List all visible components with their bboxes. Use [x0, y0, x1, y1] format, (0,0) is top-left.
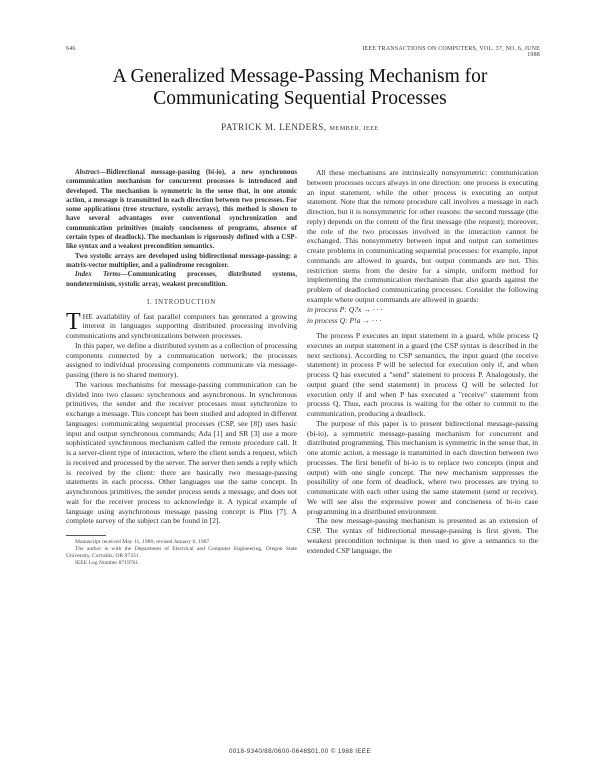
- body-paragraph-4: The new message-passing mechanism is presented as an extension of CSP. The syntax of bidirectional message-passing is first given. The weakest precondition technique is then used to give a semantics to the extended CSP language, the: [307, 516, 538, 555]
- paper-title: A Generalized Message-Passing Mechanism for Communicating Sequential Processes: [112, 66, 488, 109]
- drop-cap: T: [66, 308, 81, 335]
- footnote-received: Manuscript received May 11, 1986; revised January 6, 1987.: [75, 539, 211, 546]
- abstract-lead: Abstract: [75, 168, 100, 176]
- page-number: 646: [66, 46, 76, 52]
- body-paragraph-3: The purpose of this paper is to present bidirectional message-passing (bi-io), a symmetric message-passing mechanism for concurrent and distributed programming. This mechanism is symmetric in the sense that, in one atomic action, a message is transmitted in each direction between two processes. The first benefit of bi-io is to replace two concepts (input and output) with one single concept. The new mechanism suppresses the possibility of one form of deadlock, where two processes are trying to communicate with each other using the same statement (send or receive). We will see also the expressive power and conciseness of bi-io case programming in a distributed environment.: [307, 418, 538, 516]
- body-paragraph-2: The process P executes an input statement in a guard, while process Q executes an output statement in a guard (the CSP syntax is described in the next sections). According to CSP semantics, the input guard (the receive statement) in process P will be selected for execution only if, and when process Q has executed a "send" statement to process P. Analogously, the output guard (the send statement) in process Q will be selected for execution only if and when P has executed a "receive" statement from process Q. Thus, each process is waiting for the other to commit to the communication, producing a deadlock.: [307, 331, 538, 418]
- abstract: [66, 168, 297, 252]
- author-membership: MEMBER, IEEE: [329, 126, 379, 132]
- index-terms: [66, 270, 297, 289]
- footnote-log-number: IEEE Log Number 8719761.: [75, 559, 140, 566]
- footnote-affiliation: The author is with the Department of Electrical and Computer Engineering, Oregon State University, Corvallis, OR 97331.: [66, 545, 297, 559]
- intro-paragraph-1-text: HE availability of fast parallel computers has generated a growing interest in languages supporting distributed processing involving communications and synchronizations between processes.: [66, 311, 297, 341]
- left-column: [66, 168, 297, 566]
- right-column: [307, 168, 538, 555]
- index-terms-text: —Communicating processes, distributed systems, nondeterminism, systolic array, weakest precondition.: [66, 270, 297, 288]
- copyright-footer: 0018-9340/88/0600-0646$01.00 © 1988 IEEE: [228, 748, 371, 755]
- footnote-divider: [66, 535, 106, 536]
- abstract-text: —Bidirectional message-passing (bi-io), a new synchronous communication mechanism for concurrent processes is introduced and developed. The mechanism is symmetric in the sense that, in one atomic action, a message is transmitted in each direction between two processes. For some applications (tree structure, systolic arrays), this method is shown to have several advantages over conventional synchronization and communication primitives (mainly conciseness of programs, absence of certain types of deadlock). The mechanism is rigorously defined with a CSP-like syntax and a weakest precondition semantics.: [66, 168, 297, 251]
- intro-paragraph-2: In this paper, we define a distributed system as a collection of processing components connected by a communication network; the processes assigned to individual processing components communicate via message-passing (there is no shared memory).: [66, 340, 297, 380]
- intro-paragraph-1: [66, 308, 297, 341]
- code-line-process-q: in process Q: P!a → · · ·: [307, 316, 382, 326]
- index-terms-lead: Index Terms: [75, 270, 121, 279]
- section-heading-introduction: I. INTRODUCTION: [146, 298, 216, 306]
- running-header: IEEE TRANSACTIONS ON COMPUTERS, VOL. 37, NO. 6, JUNE 1988: [362, 46, 540, 58]
- body-paragraph-1: All these mechanisms are intrinsically nonsymmetric: communication between processes occurs always in one direction: one process is executing an input statement, while the other process is executing an output statement. Note that the remote procedure call involves a message in each direction, but it is nonsymmetric for other reasons: the second message (the reply) depends on the content of the first message (the request); moreover, the role of the two processes involved in the interaction cannot be exchanged. This nonsymmetry between input and output can sometimes create problems in communicating sequential processes: for example, input commands are allowed in guards, but output commands are not. This restriction stems from the desire for a simple, uniform method for implementing the communication mechanism that also guards against the problem of deadlocked communicating processes. Consider the following example where output commands are allowed in guards:: [307, 168, 538, 304]
- author-name: PATRICK M. LENDERS,: [221, 122, 327, 132]
- intro-paragraph-3: The various mechanisms for message-passing communication can be divided into two classes: synchronous and asynchronous. In synchronous primitives, the sender and the receiver processes must synchronize to exchange a message. This concept has been studied and adopted in different languages: communicating sequential processes (CSP, see [8]) uses basic input and output synchronous commands; Ada [1] and SR [3] use a more sophisticated synchronous mechanism called the remote procedure call. It is a server-client type of interaction, where the client sends a request, which is received and processed by the server. The server then sends a reply which is received by the client: there are basically two message-passing statements in each process. Other languages use the same concept. In asynchronous primitives, the sender process sends a message, and does not wait for the receiver process to acknowledge it. A typical example of language using asynchronous message passing concept is Plits [7]. A complete survey of the subject can be found in [2].: [66, 379, 297, 526]
- author-line: [60, 122, 540, 132]
- code-line-process-p: in process P: Q?x → · · ·: [307, 304, 383, 314]
- abstract-second-paragraph: Two systolic arrays are developed using bidirectional message-passing: a matrix-vector multiplier, and a palindrome recognizer.: [66, 251, 297, 269]
